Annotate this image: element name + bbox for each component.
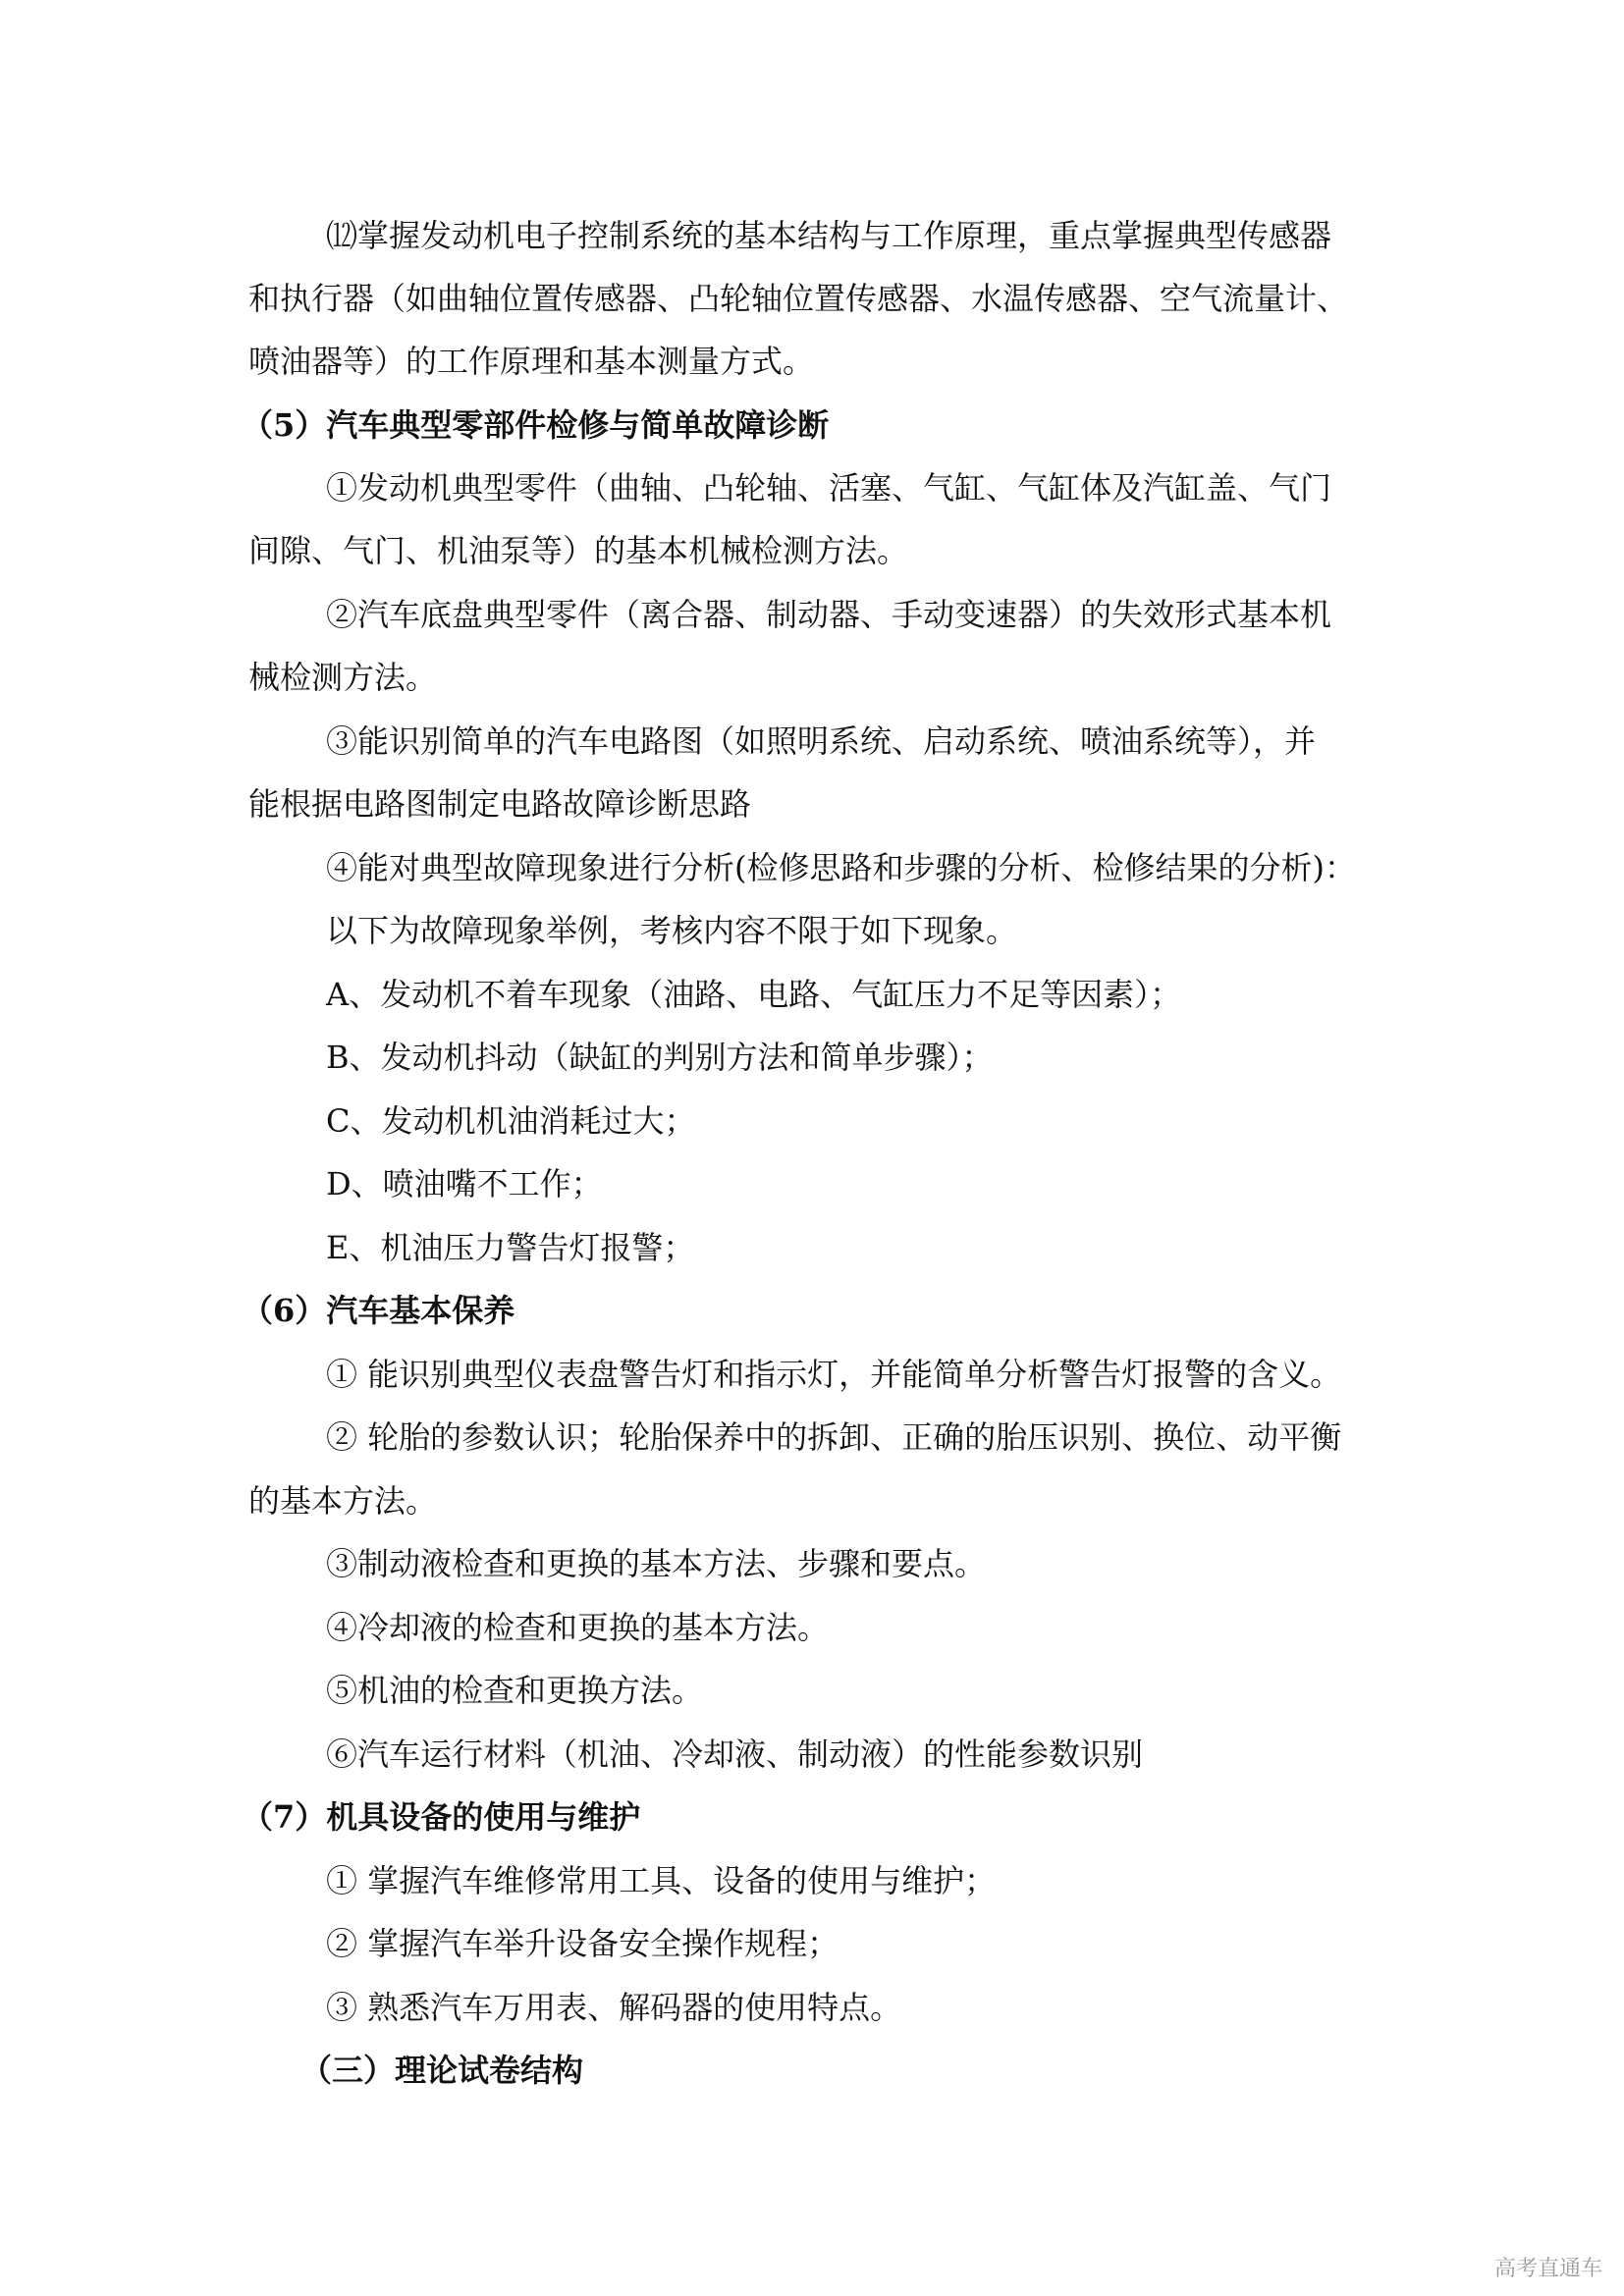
list-item: A、发动机不着车现象（油路、电路、气缸压力不足等因素）；: [326, 976, 1182, 1013]
section-heading: （7）机具设备的使用与维护: [242, 1798, 641, 1836]
text-line: 械检测方法。: [248, 659, 438, 696]
section-heading: （6）汽车基本保养: [242, 1292, 515, 1329]
text-line: ③ 熟悉汽车万用表、解码器的使用特点。: [326, 1989, 902, 2026]
text-line: 间隙、气门、机油泵等）的基本机械检测方法。: [248, 532, 909, 569]
list-item: C、发动机机油消耗过大；: [326, 1102, 696, 1140]
text-line: 和执行器（如曲轴位置传感器、凸轮轴位置传感器、水温传感器、空气流量计、: [248, 280, 1349, 317]
text-line: ① 掌握汽车维修常用工具、设备的使用与维护；: [326, 1862, 997, 1899]
list-item: B、发动机抖动（缺缸的判别方法和简单步骤）；: [326, 1039, 994, 1076]
text-line: ⑥汽车运行材料（机油、冷却液、制动液）的性能参数识别: [326, 1735, 1144, 1773]
text-line: 的基本方法。: [248, 1482, 438, 1520]
text-line: 能根据电路图制定电路故障诊断思路: [248, 785, 752, 823]
text-line: ① 能识别典型仪表盘警告灯和指示灯，并能简单分析警告灯报警的含义。: [326, 1356, 1342, 1393]
text-line: ② 轮胎的参数认识；轮胎保养中的拆卸、正确的胎压识别、换位、动平衡: [326, 1418, 1342, 1456]
text-line: ⑤机油的检查和更换方法。: [326, 1672, 704, 1709]
section-heading: （5）汽车典型零部件检修与简单故障诊断: [242, 406, 830, 444]
list-item: D、喷油嘴不工作；: [326, 1165, 603, 1202]
text-line: ②汽车底盘典型零件（离合器、制动器、手动变速器）的失效形式基本机: [326, 596, 1332, 633]
text-line: ④能对典型故障现象进行分析(检修思路和步骤的分析、检修结果的分析)：: [326, 849, 1356, 886]
list-item: E、机油压力警告灯报警；: [326, 1229, 695, 1266]
text-line: ①发动机典型零件（曲轴、凸轮轴、活塞、气缸、气缸体及汽缸盖、气门: [326, 469, 1332, 507]
text-line: 喷油器等）的工作原理和基本测量方式。: [248, 343, 815, 380]
text-line: ⑿掌握发动机电子控制系统的基本结构与工作原理，重点掌握典型传感器: [326, 217, 1332, 254]
text-line: ③能识别简单的汽车电路图（如照明系统、启动系统、喷油系统等），并: [326, 722, 1317, 760]
section-heading: （三）理论试卷结构: [300, 2052, 584, 2089]
text-line: ② 掌握汽车举升设备安全操作规程；: [326, 1925, 839, 1962]
text-line: ③制动液检查和更换的基本方法、步骤和要点。: [326, 1545, 987, 1582]
text-line: ④冷却液的检查和更换的基本方法。: [326, 1609, 830, 1646]
text-line: 以下为故障现象举例，考核内容不限于如下现象。: [326, 912, 1018, 949]
watermark: 高考直通车: [1493, 2257, 1602, 2281]
